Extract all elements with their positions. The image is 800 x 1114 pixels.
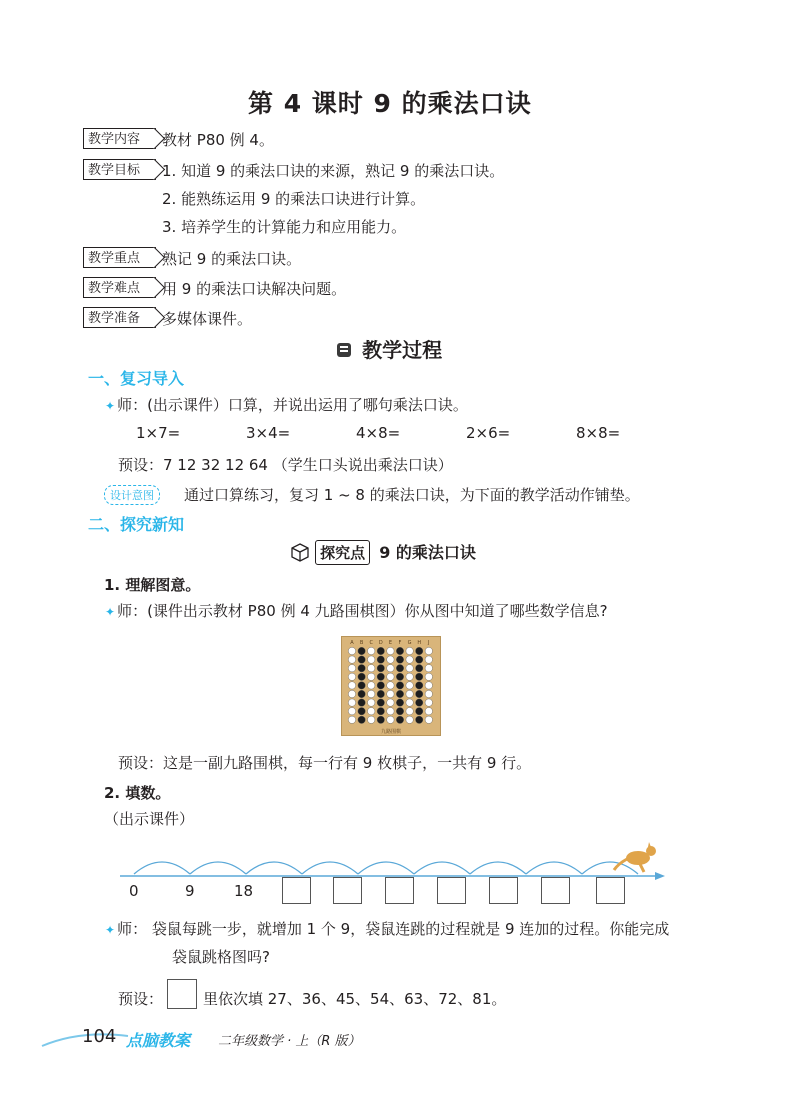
white-stone (406, 708, 413, 715)
tick-label-18: 18 (234, 882, 254, 900)
black-stone (377, 656, 384, 663)
expr-2: 3×4= (246, 424, 291, 442)
answer-box-6[interactable] (541, 877, 570, 904)
white-stone (348, 716, 355, 723)
step2-preset-label: 预设： (118, 990, 164, 1008)
white-stone (387, 647, 394, 654)
black-stone (377, 673, 384, 680)
black-stone (396, 656, 403, 663)
tag-prep: 教学准备 (83, 307, 156, 328)
white-stone (425, 682, 432, 689)
design-intent-text: 通过口算练习，复习 1 ~ 8 的乘法口诀，为下面的教学活动作铺垫。 (184, 486, 640, 504)
explore-heading (290, 540, 476, 565)
black-stone (377, 699, 384, 706)
star-icon: ✦ (105, 923, 116, 937)
white-stone (368, 656, 375, 663)
white-stone (425, 647, 432, 654)
board-col-label: C (369, 640, 373, 646)
black-stone (416, 673, 423, 680)
white-stone (387, 682, 394, 689)
expr-4: 2×6= (466, 424, 511, 442)
black-stone (416, 716, 423, 723)
number-line-arrow (655, 872, 665, 880)
black-stone (358, 690, 365, 697)
brand-logo: 点脑教案 (126, 1031, 191, 1050)
step2-title: 2. 填数。 (104, 784, 171, 802)
white-stone (348, 690, 355, 697)
step2-teacher-line-a: ✦ 师： 袋鼠每跳一步，就增加 1 个 9，袋鼠连跳的过程就是 9 连加的过程。你能完成 (105, 920, 670, 938)
white-stone (425, 656, 432, 663)
white-stone (387, 716, 394, 723)
design-intent-tag: 设计意图 (104, 485, 160, 505)
white-stone (406, 716, 413, 723)
goal-line-2: 2. 能熟练运用 9 的乘法口诀进行计算。 (162, 190, 426, 208)
answer-box-5[interactable] (489, 877, 518, 904)
white-stone (368, 665, 375, 672)
book-title: 二年级数学 · 上（R 版） (218, 1034, 361, 1049)
black-stone (377, 716, 384, 723)
tag-key: 教学重点 (83, 247, 156, 268)
white-stone (387, 665, 394, 672)
book-icon (335, 341, 353, 359)
black-stone (396, 708, 403, 715)
white-stone (368, 708, 375, 715)
white-stone (425, 716, 432, 723)
black-stone (416, 682, 423, 689)
black-stone (396, 699, 403, 706)
answer-box-4[interactable] (437, 877, 466, 904)
white-stone (406, 673, 413, 680)
board-col-label: B (359, 640, 364, 646)
tick-label-9: 9 (185, 882, 195, 900)
star-icon: ✦ (105, 605, 116, 619)
process-heading: 教学过程 (335, 334, 442, 363)
goal-line-3: 3. 培养学生的计算能力和应用能力。 (162, 218, 407, 236)
white-stone (425, 699, 432, 706)
white-stone (425, 690, 432, 697)
step1-title: 1. 理解图意。 (104, 576, 201, 594)
expr-5: 8×8= (576, 424, 621, 442)
board-col-label: G (407, 640, 412, 646)
cube-icon (290, 542, 310, 562)
white-stone (387, 673, 394, 680)
black-stone (377, 682, 384, 689)
answer-box-3[interactable] (385, 877, 414, 904)
black-stone (358, 708, 365, 715)
show-courseware: （出示课件） (104, 810, 195, 828)
white-stone (368, 699, 375, 706)
black-stone (358, 647, 365, 654)
black-stone (396, 673, 403, 680)
black-stone (377, 647, 384, 654)
answer-box-7[interactable] (596, 877, 625, 904)
black-stone (358, 656, 365, 663)
key-text: 熟记 9 的乘法口诀。 (162, 250, 302, 268)
white-stone (387, 699, 394, 706)
page-title: 第 4 课时 9 的乘法口诀 (248, 89, 532, 118)
goal-line-1: 1. 知道 9 的乘法口诀的来源，熟记 9 的乘法口诀。 (162, 162, 505, 180)
black-stone (416, 647, 423, 654)
explore-tag: 探究点 (315, 540, 370, 565)
white-stone (348, 673, 355, 680)
step1-preset: 预设：这是一副九路围棋，每一行有 9 枚棋子，一共有 9 行。 (118, 754, 532, 772)
expr-3: 4×8= (356, 424, 401, 442)
black-stone (358, 682, 365, 689)
white-stone (348, 665, 355, 672)
white-stone (406, 682, 413, 689)
preset-box (167, 979, 197, 1009)
difficulty-text: 用 9 的乘法口诀解决问题。 (162, 280, 347, 298)
answer-box-2[interactable] (333, 877, 362, 904)
black-stone (396, 665, 403, 672)
black-stone (396, 682, 403, 689)
section2-heading: 二、探究新知 (88, 515, 185, 534)
black-stone (358, 665, 365, 672)
white-stone (425, 665, 432, 672)
go-board-stones (342, 637, 440, 735)
black-stone (416, 665, 423, 672)
answer-box-1[interactable] (282, 877, 311, 904)
section1-teacher-line: ✦ 师：(出示课件）口算，并说出运用了哪句乘法口诀。 (105, 396, 468, 414)
board-col-label: J (428, 640, 430, 646)
content-text: 教材 P80 例 4。 (162, 131, 274, 149)
white-stone (368, 690, 375, 697)
prep-text: 多媒体课件。 (162, 310, 253, 328)
board-col-label: A (350, 640, 354, 646)
white-stone (425, 708, 432, 715)
step2-teacher-line-b: 袋鼠跳格图吗? (172, 948, 270, 966)
black-stone (396, 647, 403, 654)
black-stone (358, 673, 365, 680)
black-stone (358, 716, 365, 723)
white-stone (348, 656, 355, 663)
white-stone (387, 708, 394, 715)
board-col-label: F (398, 640, 402, 646)
black-stone (358, 699, 365, 706)
black-stone (416, 690, 423, 697)
black-stone (377, 690, 384, 697)
white-stone (348, 682, 355, 689)
black-stone (416, 656, 423, 663)
section1-preset: 预设：7 12 32 12 64 （学生口头说出乘法口诀） (118, 456, 453, 474)
explore-title: 9 的乘法口诀 (379, 543, 476, 562)
white-stone (387, 656, 394, 663)
board-caption: 九路围棋 (380, 729, 402, 735)
black-stone (396, 690, 403, 697)
white-stone (406, 699, 413, 706)
step2-preset-text: 里依次填 27、36、45、54、63、72、81。 (203, 990, 507, 1008)
black-stone (377, 665, 384, 672)
step1-teacher-line: ✦ 师：(课件出示教材 P80 例 4 九路围棋图）你从图中知道了哪些数学信息? (105, 602, 608, 620)
white-stone (406, 665, 413, 672)
tag-content: 教学内容 (83, 128, 156, 149)
tag-difficulty: 教学难点 (83, 277, 156, 298)
white-stone (406, 656, 413, 663)
white-stone (368, 647, 375, 654)
white-stone (387, 690, 394, 697)
white-stone (348, 699, 355, 706)
white-stone (368, 716, 375, 723)
white-stone (368, 682, 375, 689)
kangaroo-icon (614, 842, 656, 872)
black-stone (377, 708, 384, 715)
white-stone (348, 708, 355, 715)
page-number: 104 (82, 1026, 117, 1047)
go-board (341, 636, 441, 736)
board-col-label: E (388, 640, 392, 646)
black-stone (416, 699, 423, 706)
expr-1: 1×7= (136, 424, 181, 442)
tag-goal: 教学目标 (83, 159, 156, 180)
board-col-label: H (417, 640, 422, 646)
white-stone (348, 647, 355, 654)
tick-label-0: 0 (129, 882, 139, 900)
black-stone (416, 708, 423, 715)
board-col-label: D (378, 640, 383, 646)
white-stone (425, 673, 432, 680)
white-stone (406, 690, 413, 697)
white-stone (368, 673, 375, 680)
section1-heading: 一、复习导入 (88, 369, 185, 388)
star-icon: ✦ (105, 399, 116, 413)
black-stone (396, 716, 403, 723)
white-stone (406, 647, 413, 654)
